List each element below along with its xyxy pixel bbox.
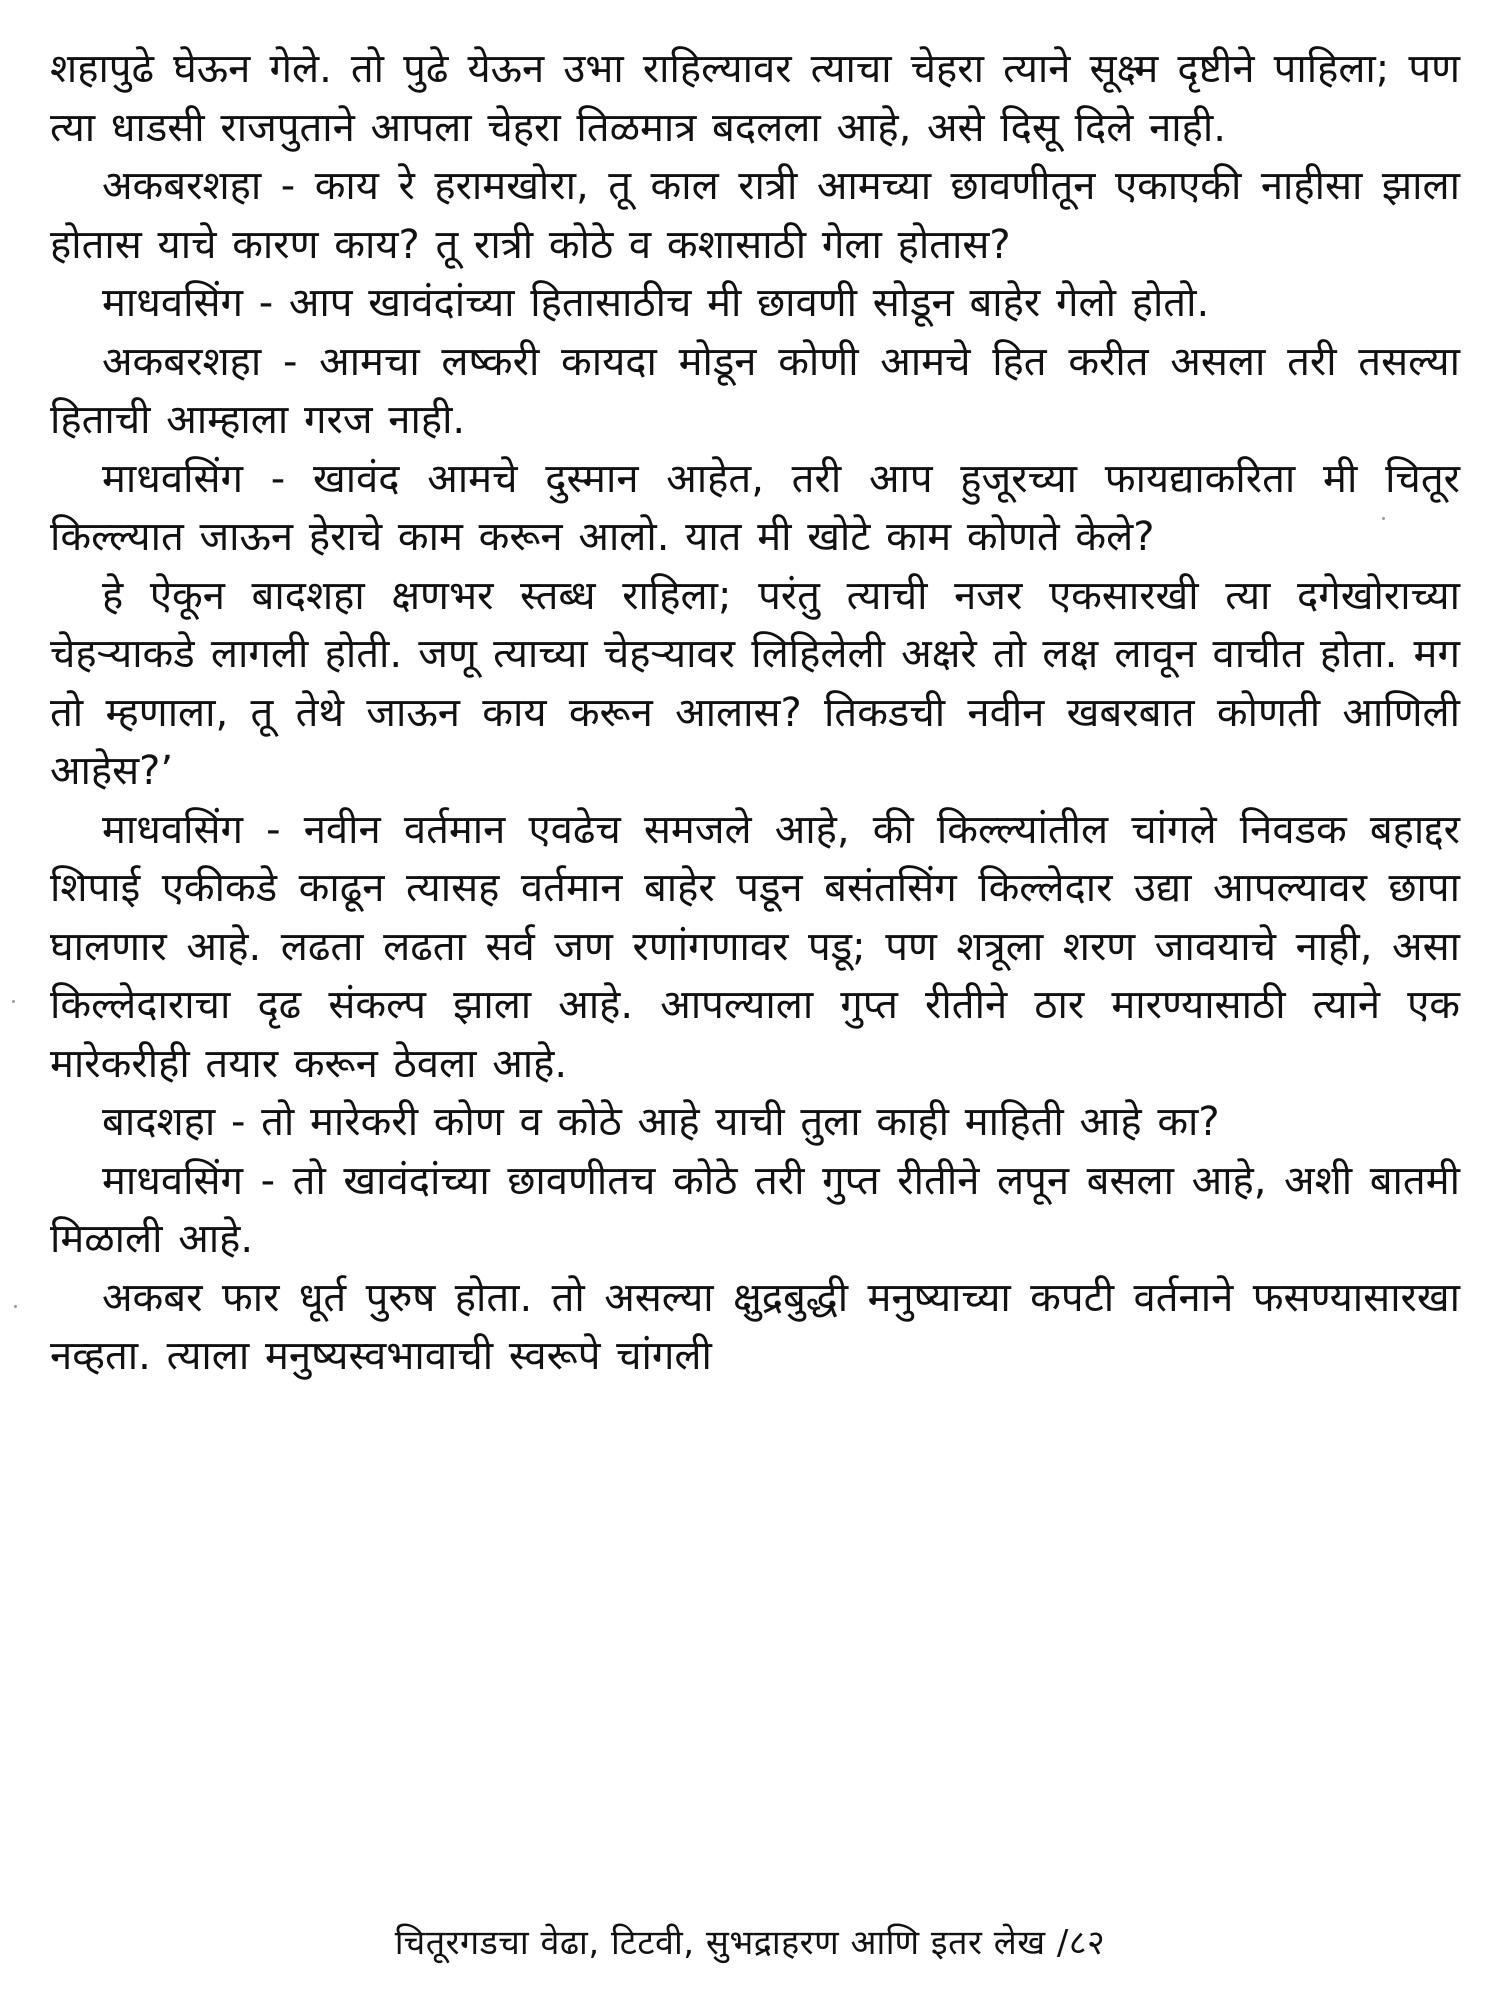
paragraph-continuation: शहापुढे घेऊन गेले. तो पुढे येऊन उभा राहिल्यावर त्याचा चेहरा त्याने सूक्ष्म दृष्टीने पाहिला; पण त्या धाडसी राजपुताने आपला चेहरा तिळमात्र बदलला आहे, असे दिसू दिले नाही. — [50, 46, 1460, 151]
paragraph-badshah-question: बादशहा - तो मारेकरी कोण व कोठे आहे याची तुला काही माहिती आहे का? — [102, 1099, 1220, 1145]
page-body-text — [50, 40, 1460, 1386]
scan-speck — [12, 1000, 15, 1003]
scan-speck — [1382, 517, 1385, 520]
paragraph-madhavsing-reply-2: माधवसिंग - खावंद आमचे दुस्मान आहेत, तरी आप हुजूरच्या फायद्याकरिता मी चितूर किल्ल्यात जाऊन हेराचे काम करून आलो. यात मी खोटे काम कोणते केले? — [50, 455, 1460, 560]
scan-speck — [14, 1305, 17, 1308]
paragraph-narration-badshah: हे ऐकून बादशहा क्षणभर स्तब्ध राहिला; परंतु त्याची नजर एकसारखी त्या दगेखोराच्या चेहऱ्याकडे लागली होती. जणू त्याच्या चेहऱ्यावर लिहिलेली अक्षरे तो लक्ष लावून वाचीत होता. मग तो म्हणाला, तू तेथे जाऊन काय करून आलास? तिकडची नवीन खबरबात कोणती आणिली आहेस?’ — [50, 572, 1460, 794]
paragraph-madhavsing-reply-3: माधवसिंग - तो खावंदांच्या छावणीतच कोठे तरी गुप्त रीतीने लपून बसला आहे, अशी बातमी मिळाली आहे. — [50, 1157, 1460, 1262]
paragraph-madhavsing-reply-1: माधवसिंग - आप खावंदांच्या हितासाठीच मी छावणी सोडून बाहेर गेलो होतो. — [102, 280, 1210, 326]
paragraph-akbarshah-question: अकबरशहा - काय रे हरामखोरा, तू काल रात्री आमच्या छावणीतून एकाएकी नाहीसा झाला होतास याचे कारण काय? तू रात्री कोठे व कशासाठी गेला होतास? — [50, 163, 1460, 268]
paragraph-narration-akbar: अकबर फार धूर्त पुरुष होता. तो असल्या क्षुद्रबुद्धी मनुष्याच्या कपटी वर्तनाने फसण्यासारखा नव्हता. त्याला मनुष्यस्वभावाची स्वरूपे चांगली — [50, 1274, 1460, 1379]
page-footer: चितूरगडचा वेढा, टिटवी, सुभद्राहरण आणि इतर लेख /८२ — [394, 1923, 1106, 1963]
paragraph-madhavsing-news: माधवसिंग - नवीन वर्तमान एवढेच समजले आहे, की किल्ल्यांतील चांगले निवडक बहाद्दर शिपाई एकीकडे काढून त्यासह वर्तमान बाहेर पडून बसंतसिंग किल्लेदार उद्या आपल्यावर छापा घालणार आहे. लढता लढता सर्व जण रणांगणावर पडू; पण शत्रूला शरण जावयाचे नाही, असा किल्लेदाराचा दृढ संकल्प झाला आहे. आपल्याला गुप्त रीतीने ठार मारण्यासाठी त्याने एक मारेकरीही तयार करून ठेवला आहे. — [50, 806, 1460, 1087]
paragraph-akbarshah-law: अकबरशहा - आमचा लष्करी कायदा मोडून कोणी आमचे हित करीत असला तरी तसल्या हिताची आम्हाला गरज नाही. — [50, 338, 1460, 443]
